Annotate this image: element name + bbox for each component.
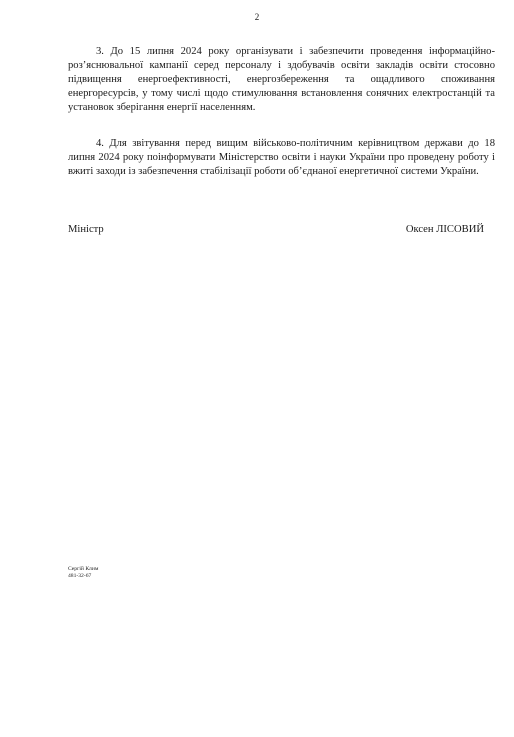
executor-name: Сергій Клим — [68, 566, 99, 572]
signature-block — [68, 223, 484, 237]
executor-phone: 481-32-67 — [68, 573, 92, 579]
signatory-position: Міністр — [68, 224, 104, 235]
page-number: 2 — [254, 12, 260, 22]
signatory-name: Оксен ЛІСОВИЙ — [405, 224, 484, 235]
paragraph-4: 4. Для звітування перед вищим військово-політичним керівництвом держави до 18 липня 2024 року поінформувати Міністерство освіти і науки України про проведену роботу і вжиті заходи із забезпечення стабілізації роботи об’єднаної енергетичної системи України. — [68, 138, 495, 177]
executor-block — [68, 566, 98, 580]
paragraph-3: 3. До 15 липня 2024 року організувати і забезпечити проведення інформаційно-роз’яснювальної кампанії серед персоналу і здобувачів освіти закладів освіти стосовно підвищення енергоефективності, енергозбереження та ощадливого споживання енергоресурсів, у тому числі щодо стимулювання встановлення сонячних електростанцій та установок зберігання енергії населенням. — [68, 46, 495, 113]
